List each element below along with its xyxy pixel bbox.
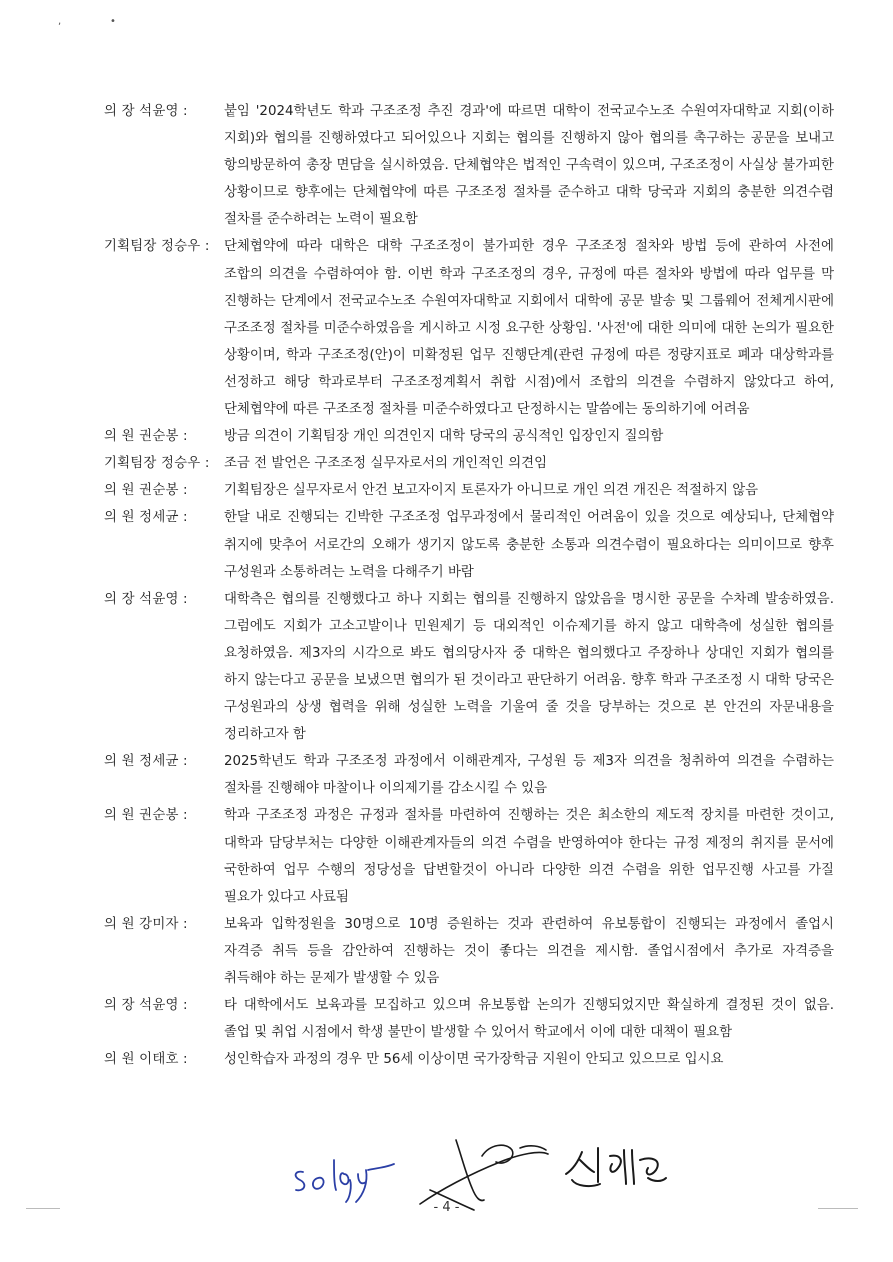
statement-text: 단체협약에 따라 대학은 대학 구조조정이 불가피한 경우 구조조정 절차와 방법 등에 관하여 사전에 조합의 의견을 수렴하여야 함. 이번 학과 구조조정의 경우, 규정에 따른 절차와 방법에 따라 업무를 막 진행하는 단계에서 전국교수노조 수원여자대학교 지회에서 대학에 공문 발송 및 그룹웨어 전체게시판에 구조조정 절차를 미준수하였음을 게시하고 시정 요구한 상황임. '사전'에 대한 의미에 대한 논의가 필요한 상황이며, 학과 구조조정(안)이 미확정된 업무 진행단계(관련 규정에 따른 정량지표로 폐과 대상학과를 선정하고 해당 학과로부터 구조조정계획서 취합 시점)에서 조합의 의견을 수렴하지 않았다고 하여, 단체협약에 따른 구조조정 절차를 미준수하였다고 단정하시는 말씀에는 동의하기에 어려움 bbox=[224, 239, 834, 418]
speaker-label: 의 원 정세균 : bbox=[104, 510, 188, 526]
minutes-entry bbox=[104, 233, 834, 423]
speaker-label: 기획팀장 정승우 : bbox=[104, 456, 210, 472]
statement-text: 보육과 입학정원을 30명으로 10명 증원하는 것과 관련하여 유보통합이 진행되는 과정에서 졸업시 자격증 취득 등을 감안하여 진행하는 것이 좋다는 의견을 제시함. 졸업시점에서 추가로 자격증을 취득해야 하는 문제가 발생할 수 있음 bbox=[224, 916, 834, 986]
scan-mark: , bbox=[58, 16, 62, 27]
statement-text: 학과 구조조정 과정은 규정과 절차를 마련하여 진행하는 것은 최소한의 제도적 장치를 마련한 것이고, 대학과 담당부처는 다양한 이해관계자들의 의견 수렴을 반영하여야 한다는 규정 제정의 취지를 문서에 국한하여 업무 수행의 정당성을 답변할것이 아니라 다양한 의견 수렴을 위한 업무진행 사고를 가질 필요가 있다고 사료됨 bbox=[224, 808, 834, 905]
statement-text: 성인학습자 과정의 경우 만 56세 이상이면 국가장학금 지원이 안되고 있으므로 입시요 bbox=[224, 1052, 724, 1068]
signature-3 bbox=[566, 1148, 666, 1186]
statement-text: 2025학년도 학과 구조조정 과정에서 이해관계자, 구성원 등 제3자 의견을 청취하여 의견을 수렴하는 절차를 진행해야 마찰이나 이의제기를 감소시킬 수 있음 bbox=[224, 754, 834, 797]
statement-text: 방금 의견이 기획팀장 개인 의견인지 대학 당국의 공식적인 입장인지 질의함 bbox=[224, 429, 664, 445]
statement-text: 대학측은 협의를 진행했다고 하나 지회는 협의를 진행하지 않았음을 명시한 공문을 수차례 발송하였음. 그럼에도 지회가 고소고발이나 민원제기 등 대외적인 이슈제기를 하지 않고 대학측에 성실한 협의를 요청하였음. 제3자의 시각으로 봐도 협의당사자 중 대학은 협의했다고 주장하나 상대인 지회가 협의를 하지 않는다고 공문을 보냈으면 협의가 된 것이라고 판단하기 어려움. 향후 학과 구조조정 시 대학 당국은 구성원과의 상생 협력을 위해 성실한 노력을 기울여 줄 것을 당부하는 것으로 본 안건의 자문내용을 정리하고자 함 bbox=[224, 591, 834, 743]
statement-text: 조금 전 발언은 구조조정 실무자로서의 개인적인 의견임 bbox=[224, 456, 548, 472]
speaker-label: 의 장 석윤영 : bbox=[104, 104, 188, 119]
scan-mark: • bbox=[110, 16, 116, 27]
minutes-entry bbox=[104, 1046, 834, 1073]
minutes-entry bbox=[104, 748, 834, 802]
speaker-label: 기획팀장 정승우 : bbox=[104, 239, 210, 255]
speaker-label: 의 장 석윤영 : bbox=[104, 591, 188, 607]
statement-text: 한달 내로 진행되는 긴박한 구조조정 업무과정에서 물리적인 어려움이 있을 것으로 예상되나, 단체협약 취지에 맞추어 서로간의 오해가 생기지 않도록 충분한 소통과 의견수렴이 필요하다는 의미이므로 향후 구성원과 소통하려는 노력을 다해주기 바람 bbox=[224, 510, 834, 580]
statement-text: 붙임 '2024학년도 학과 구조조정 추진 경과'에 따르면 대학이 전국교수노조 수원여자대학교 지회(이하 지회)와 협의를 진행하였다고 되어있으나 지회는 협의를 진행하지 않아 협의를 촉구하는 공문을 보내고 항의방문하여 총장 면담을 실시하였음. 단체협약은 법적인 구속력이 있으며, 구조조정이 사실상 불가피한 상황이므로 향후에는 단체협약에 따른 구조조정 절차를 준수하고 대학 당국과 지회의 충분한 의견수렴 절차를 준수하려는 노력이 필요함 bbox=[224, 104, 834, 228]
minutes-entry bbox=[104, 992, 834, 1046]
speaker-label: 의 장 석윤영 : bbox=[104, 998, 188, 1014]
minutes-entry bbox=[104, 504, 834, 585]
speaker-label: 의 원 권순봉 : bbox=[104, 483, 188, 499]
speaker-label: 의 원 이태호 : bbox=[104, 1052, 188, 1068]
minutes-entry bbox=[104, 477, 834, 504]
page-number: - 4 - bbox=[433, 1200, 460, 1215]
minutes-entry bbox=[104, 450, 834, 477]
minutes-entry bbox=[104, 423, 834, 450]
speaker-label: 의 원 권순봉 : bbox=[104, 429, 188, 445]
speaker-label: 의 원 강미자 : bbox=[104, 916, 188, 932]
statement-text: 기획팀장은 실무자로서 안건 보고자이지 토론자가 아니므로 개인 의견 개진은 적절하지 않음 bbox=[224, 483, 759, 499]
minutes-entry bbox=[104, 98, 834, 233]
statement-text: 타 대학에서도 보육과를 모집하고 있으며 유보통합 논의가 진행되었지만 확실하게 결정된 것이 없음. 졸업 및 취업 시점에서 학생 불만이 발생할 수 있어서 학교에서 이에 대한 대책이 필요함 bbox=[224, 998, 834, 1041]
signature-1 bbox=[296, 1160, 394, 1202]
minutes-entry bbox=[104, 586, 834, 749]
speaker-label: 의 원 권순봉 : bbox=[104, 808, 188, 824]
minutes-entry bbox=[104, 802, 834, 910]
minutes-body bbox=[104, 98, 834, 1073]
minutes-entry bbox=[104, 911, 834, 992]
speaker-label: 의 원 정세균 : bbox=[104, 754, 188, 770]
